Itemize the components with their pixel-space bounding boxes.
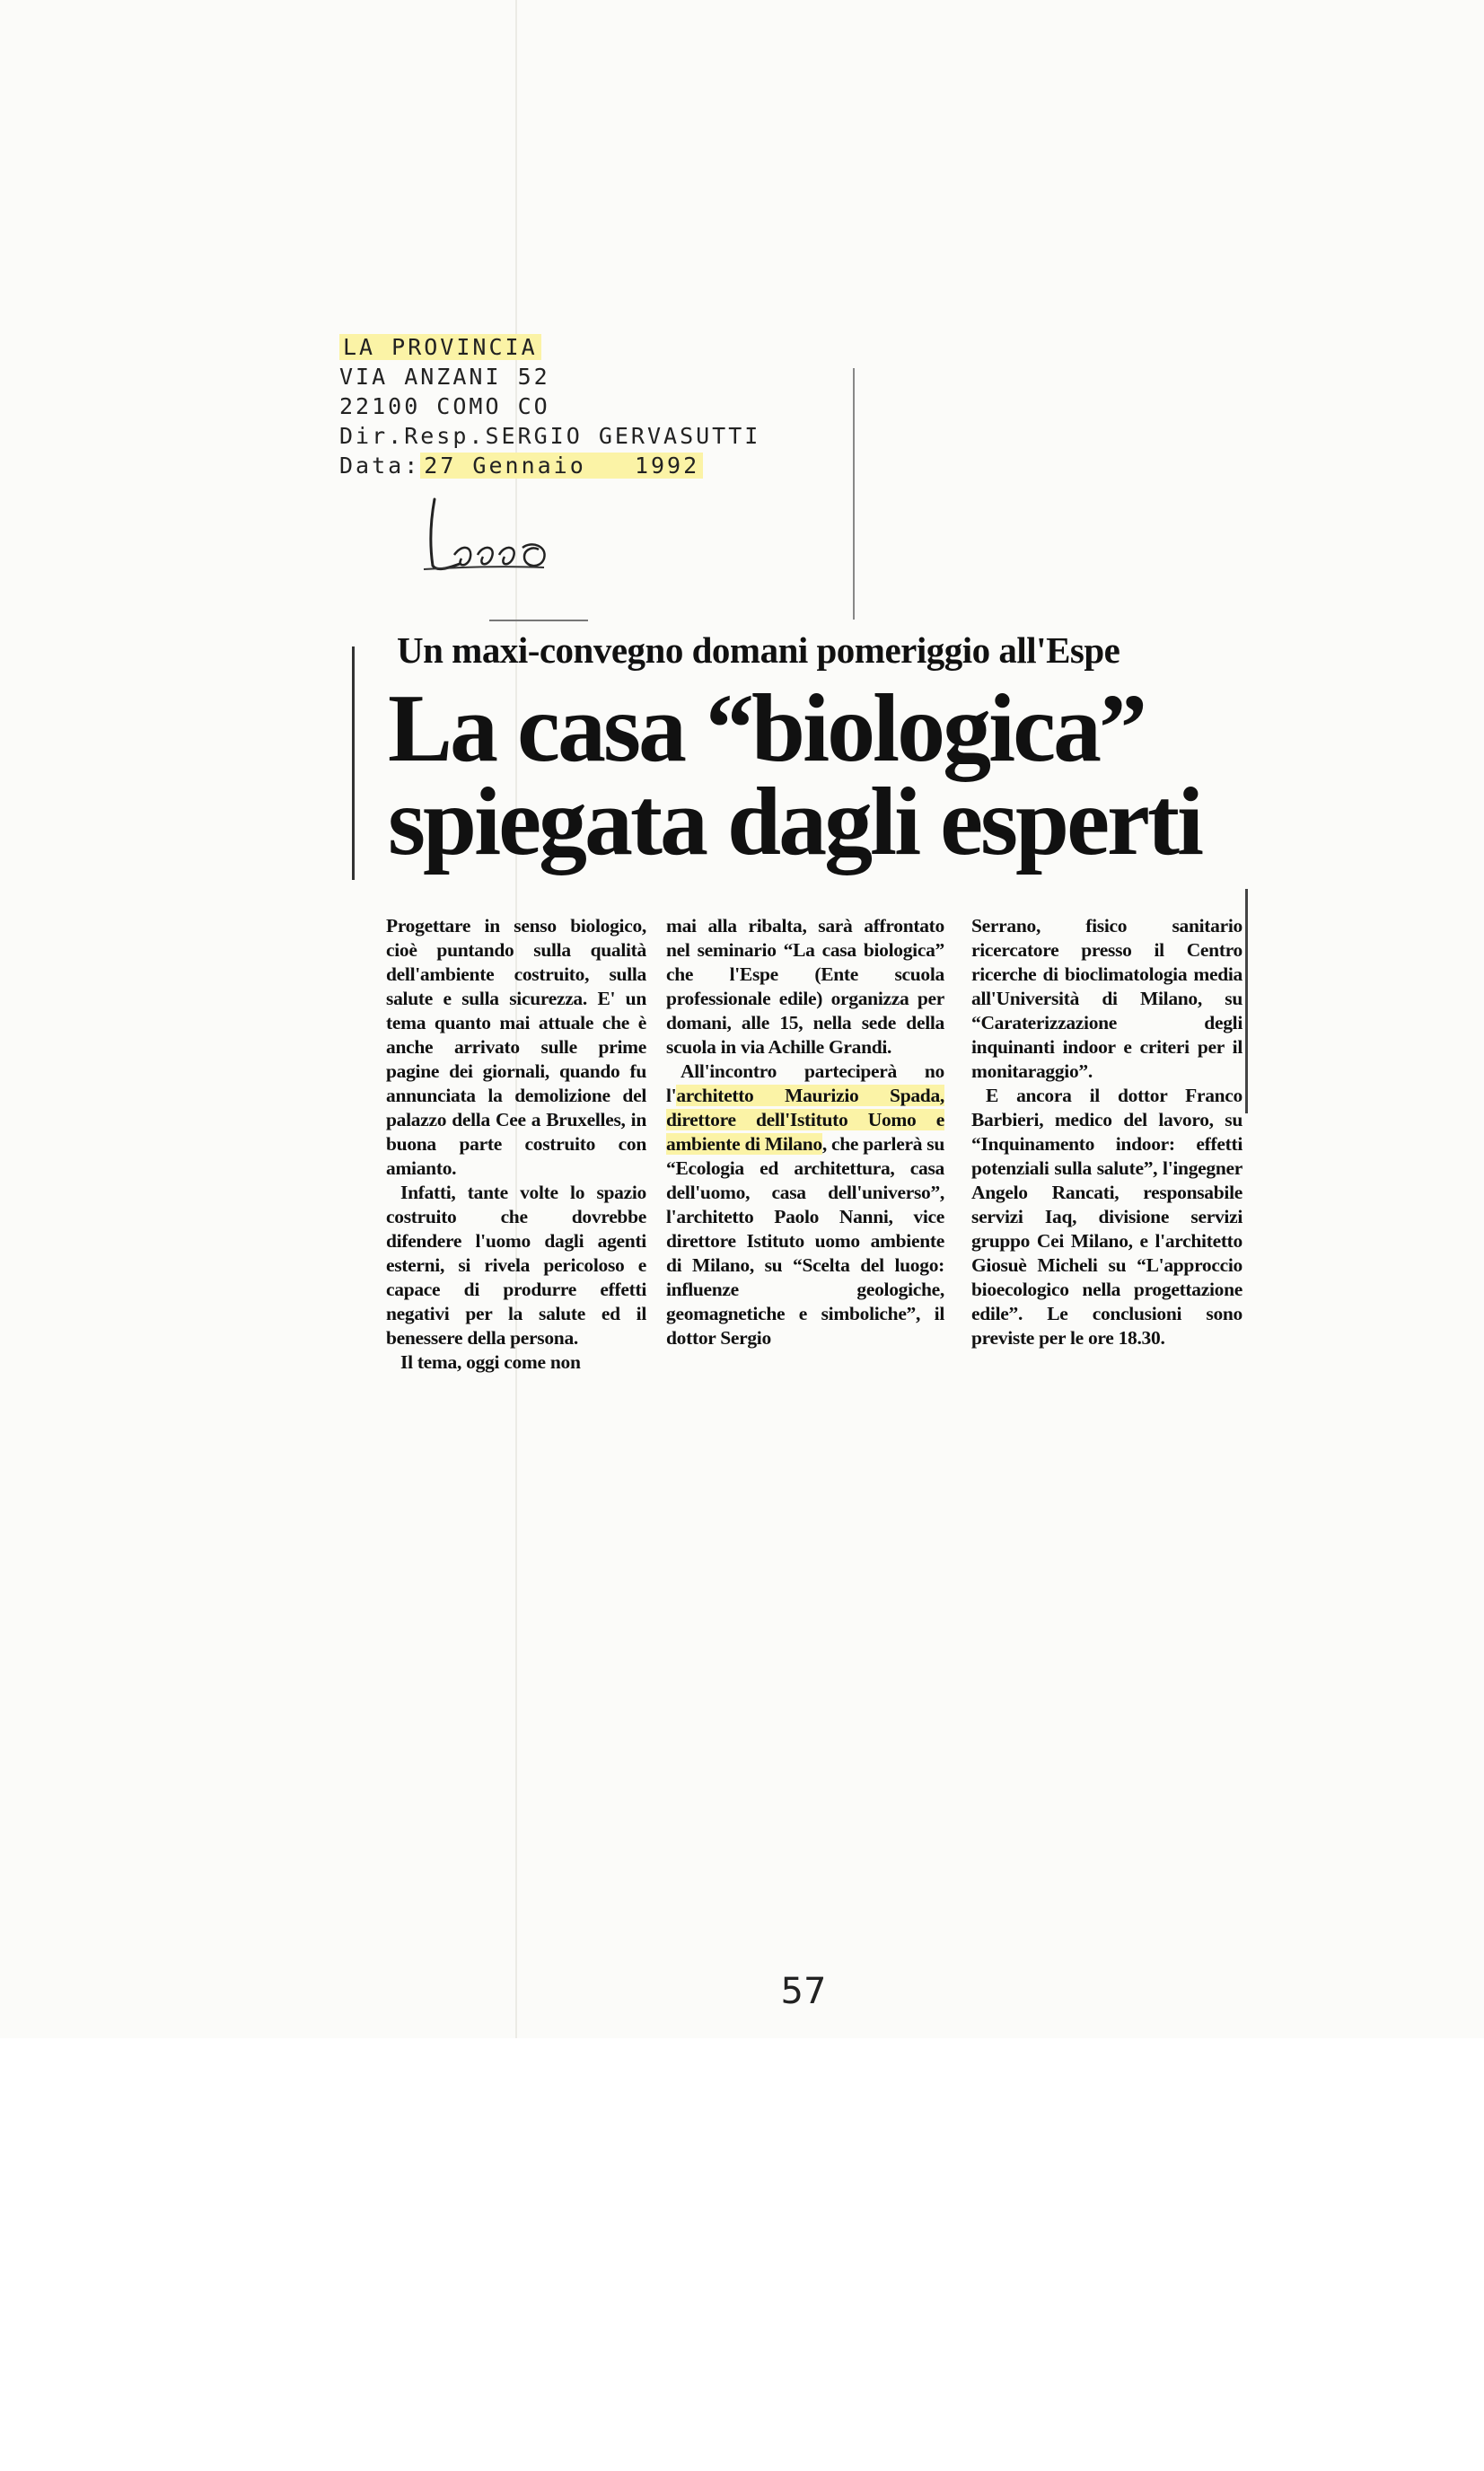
headline-line-1: La casa “biologica” [388, 675, 1146, 782]
paragraph: E ancora il dottor Franco Barbieri, medico del lavoro, su “Inquinamento indoor: effetti potenziali sulla salute”, l'ingegner Angelo Rancati, responsabile servizi Iaq, divisione servizi gruppo Cei Milano, e l'architetto Giosuè Micheli su “L'approccio bioecologico nella progettazione edile”. Le conclusioni sono previste per le ore 18.30. [971, 1085, 1243, 1349]
stamp-line-address: VIA ANZANI 52 [339, 364, 550, 390]
handwritten-signature [418, 492, 562, 582]
paragraph: Progettare in senso biologico, cioè puntando sulla qualità dell'ambiente costruito, sulla salute e sulla sicurezza. E' un tema quanto mai attuale che è anche arrivato sulle prime pagine dei giornali, quando fu annunciata la demolizione del palazzo della Cee a Bruxelles, in buona parte costruito con amianto. [386, 915, 646, 1179]
paragraph: Infatti, tante volte lo spazio costruito che dovrebbe difendere l'uomo dagli agenti esterni, si rivela pericoloso e capace di produrre effetti negativi per la salute ed il benessere della persona. [386, 1182, 646, 1349]
stamp-line-director: Dir.Resp.SERGIO GERVASUTTI [339, 423, 761, 449]
clipping-cut-line [853, 368, 855, 620]
stamp-date-highlight: 27 Gennaio 1992 [420, 453, 703, 479]
clipping-right-edge [1245, 889, 1248, 1113]
paragraph: mai alla ribalta, sarà affrontato nel seminario “La casa biologica” che l'Espe (Ente scuola professionale edile) organizza per domani, alle 15, nella sede della scuola in via Achille Grandi. [666, 915, 944, 1058]
newspaper-clipping [352, 629, 1250, 1410]
paragraph: All'incontro parteciperà no l'architetto Maurizio Spada, direttore dell'Istituto Uomo e ambiente di Milano, che parlerà su “Ecologia ed architettura, casa dell'uomo, casa dell'universo”, l'architetto Paolo Nanni, vice direttore Istituto uomo ambiente di Milano, su “Scelta del luogo: influenze geologiche, geomagnetiche e simboliche”, il dottor Sergio [666, 1060, 944, 1349]
press-stamp [339, 332, 842, 480]
highlighted-text: architetto Maurizio Spada, direttore dell'Istituto Uomo e ambiente di Milano [666, 1085, 944, 1155]
stamp-line-city: 22100 COMO CO [339, 393, 550, 419]
headline-line-2: spiegata dagli esperti [388, 769, 1201, 875]
clipping-top-rule [489, 620, 588, 621]
article-kicker: Un maxi-convegno domani pomeriggio all'Espe [397, 629, 1120, 671]
clipping-left-edge [352, 646, 355, 880]
article-column-3 [971, 914, 1243, 1350]
stamp-line-date: Data: 27 Gennaio 1992 [339, 451, 842, 480]
article-column-2 [666, 914, 944, 1350]
article-column-1 [386, 914, 646, 1375]
stamp-line-newspaper: LA PROVINCIA [339, 332, 842, 362]
page-number: 57 [780, 1971, 827, 2012]
paragraph: Serrano, fisico sanitario ricercatore presso il Centro ricerche di bioclimatologia media all'Università di Milano, su “Caraterizzazione degli inquinanti indoor e criteri per il monitaraggio”. [971, 915, 1243, 1082]
article-headline [388, 675, 1232, 875]
paragraph: Il tema, oggi come non [400, 1351, 581, 1373]
